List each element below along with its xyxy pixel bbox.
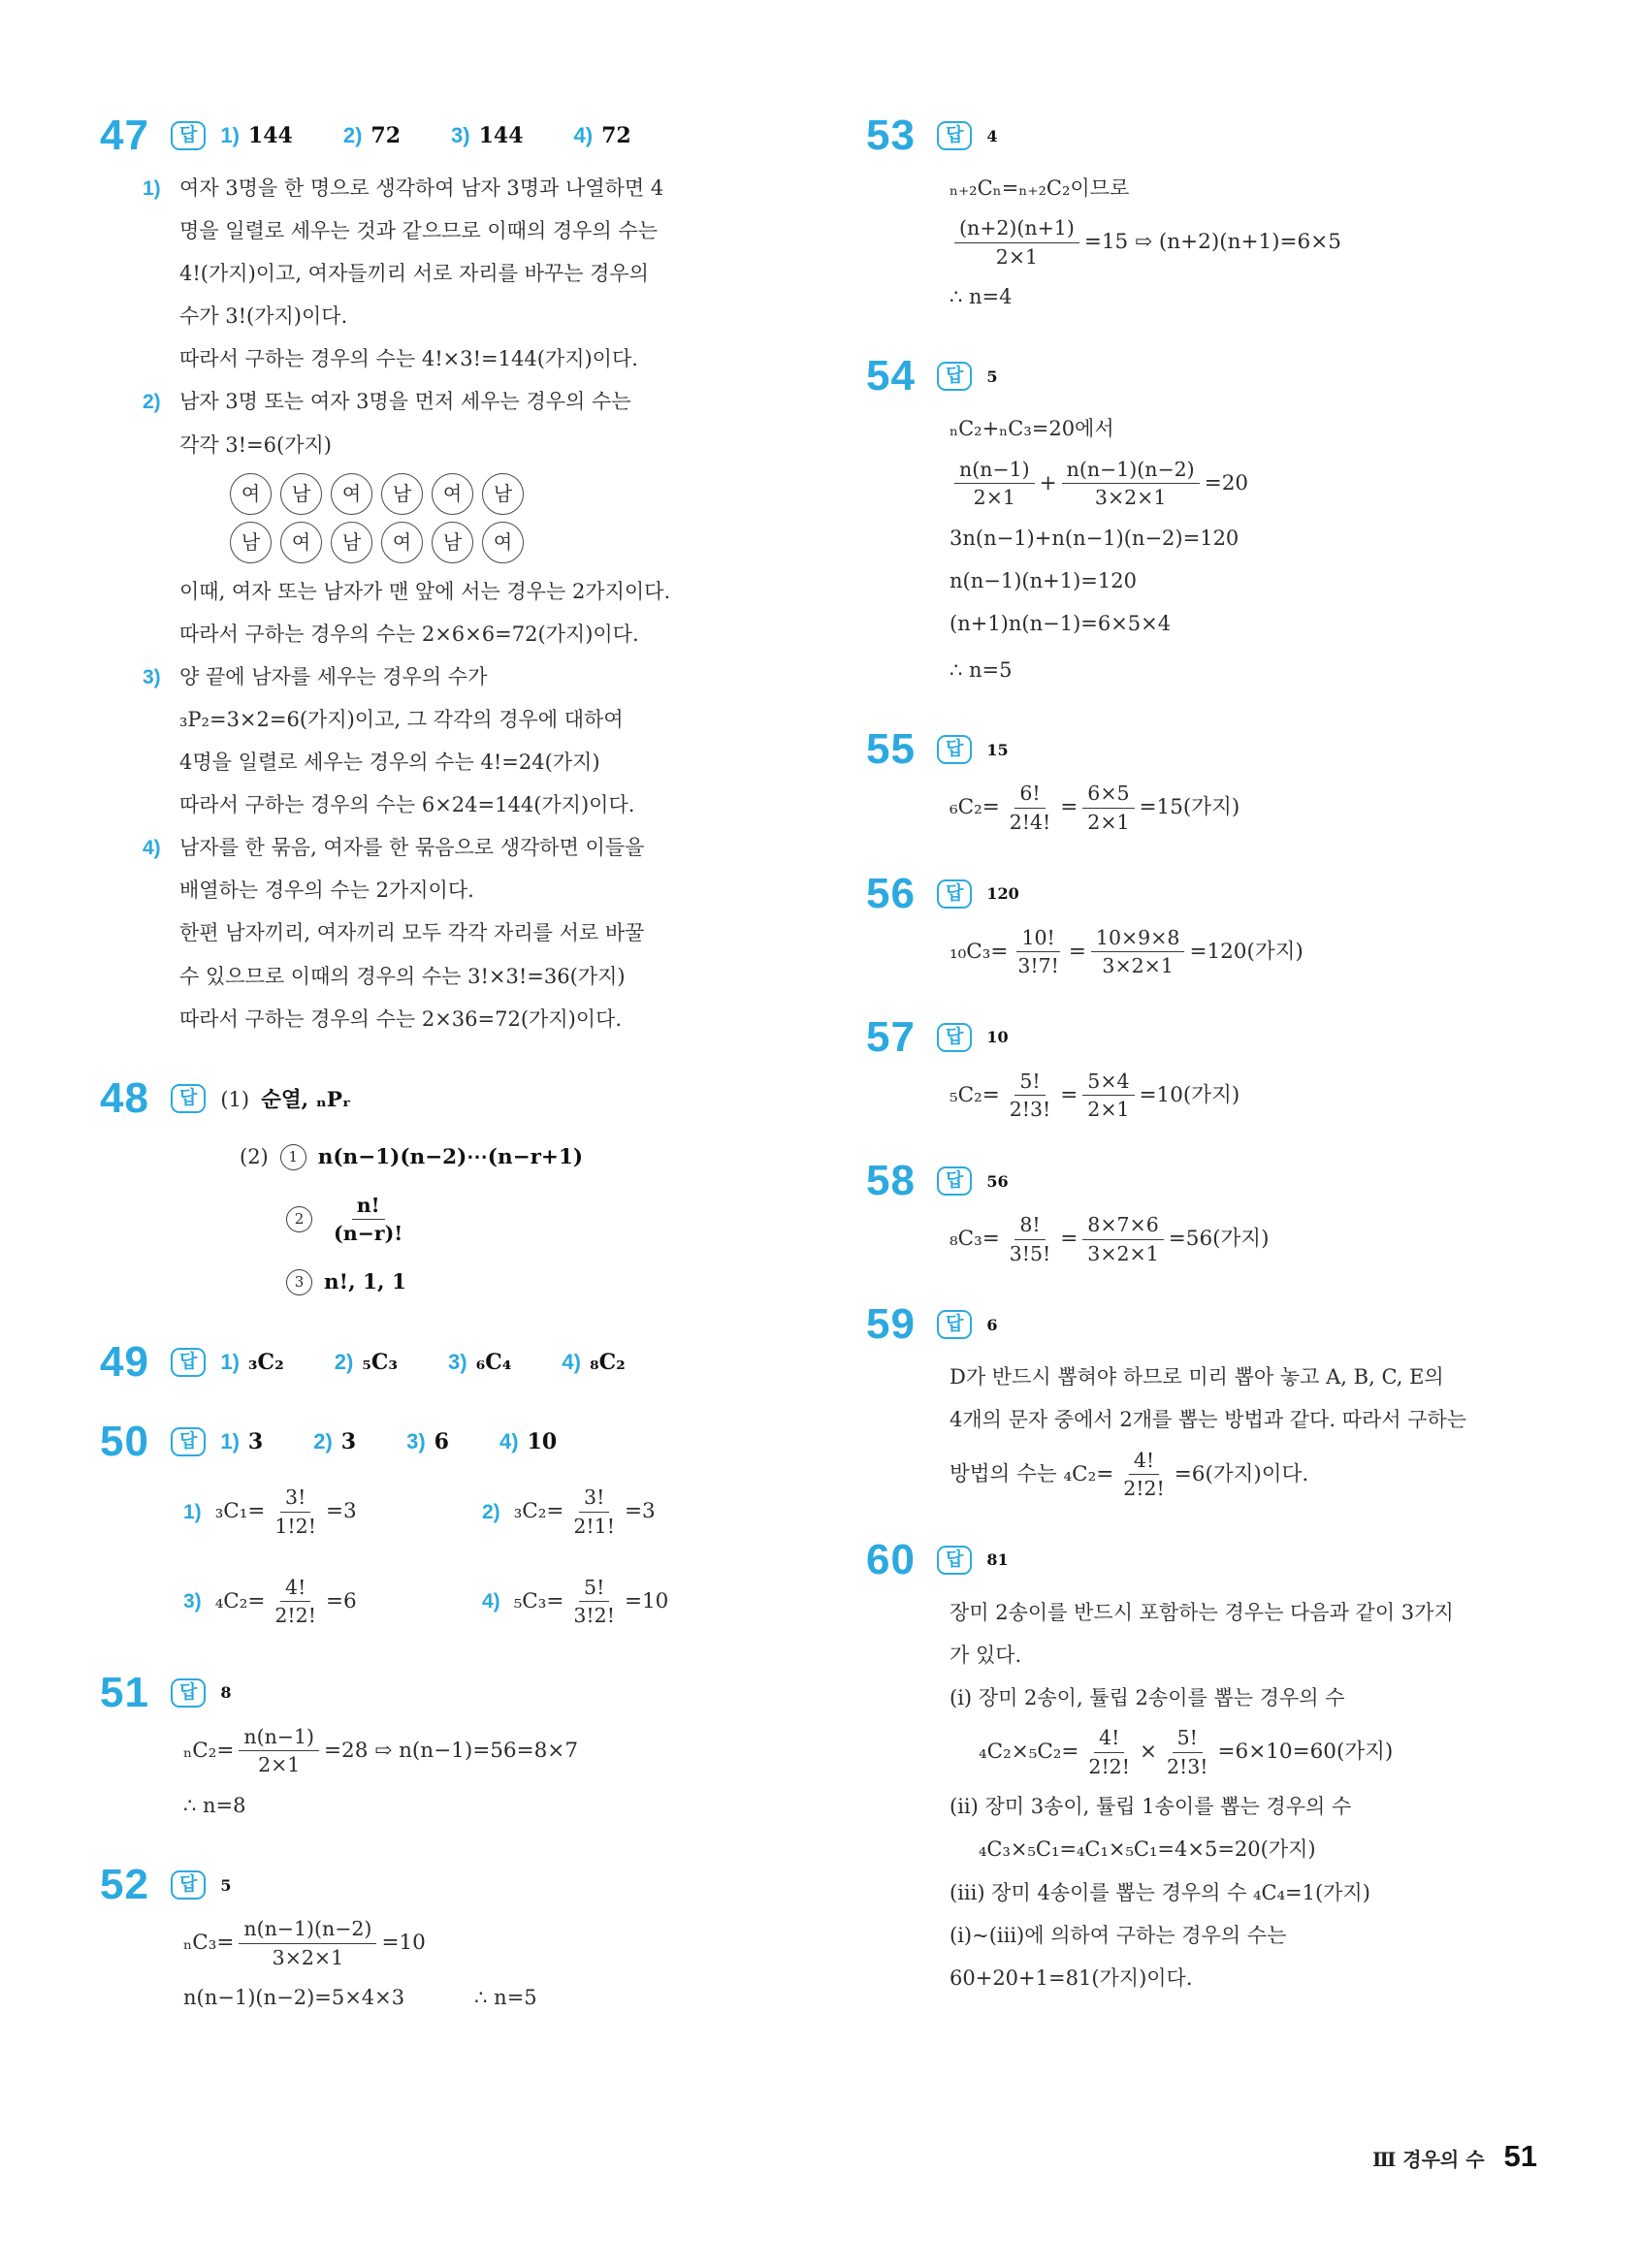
- solution-line: 60+20+1=81(가지)이다.: [950, 1965, 1193, 1990]
- answer-item: 3) ₆C₄: [448, 1350, 512, 1376]
- fraction: [1062, 457, 1200, 511]
- fraction-denominator: 2!2!: [1123, 1477, 1165, 1501]
- answer-list: [220, 123, 630, 148]
- fraction: [1005, 781, 1056, 835]
- fraction-denominator: 3!2!: [573, 1604, 615, 1628]
- problem-number: 57: [866, 1012, 916, 1061]
- answer-badge: [171, 1348, 206, 1377]
- problem-51-solution: [183, 1724, 682, 1827]
- equation: ₙC₃= $\frac{n(n-1)(n-2)}{3\times 2\times 1}$ =10: [183, 1917, 426, 1969]
- answer-value: 72: [370, 123, 402, 148]
- fraction: [1013, 925, 1064, 979]
- answer-badge: [937, 879, 972, 909]
- person-circle: 남: [280, 473, 322, 515]
- problem-52: [100, 1861, 682, 2019]
- answer-item: 1) 3: [220, 1429, 264, 1455]
- fraction-denominator: 3!5!: [1009, 1241, 1051, 1265]
- answer-value: n!, 1, 1: [324, 1270, 406, 1295]
- problem-56-solution: [950, 925, 1487, 979]
- problem-number: 56: [866, 869, 916, 917]
- problem-57: [866, 1012, 1487, 1123]
- worked-equation: 1) ₃C₁= $\frac{3!}{1!2!}$ =3: [183, 1485, 357, 1538]
- problem-53-solution: [950, 167, 1487, 318]
- problem-57-header: [866, 1012, 1487, 1061]
- fraction: [1091, 925, 1185, 979]
- answer-badge-label: 답: [946, 1549, 964, 1570]
- answer-value: 120: [986, 884, 1019, 903]
- fraction-denominator: 2!3!: [1009, 1098, 1051, 1122]
- answer-badge: [171, 121, 206, 150]
- solution-line: 각각 3!=6(가지): [179, 432, 332, 457]
- fraction-denominator: 2×1: [995, 244, 1039, 269]
- answer-badge: [171, 1084, 206, 1113]
- solution-line: ₙ₊₂Cₙ=ₙ₊₂C₂이므로: [950, 176, 1130, 200]
- fraction: [270, 1485, 321, 1539]
- equation: ₄C₂= $\frac{4!}{2!2!}$ =6: [214, 1575, 357, 1628]
- solution-line: 여자 3명을 한 명으로 생각하여 남자 3명과 나열하면 4: [179, 176, 664, 200]
- problem-47-solution: [143, 167, 682, 1040]
- answer-value: 4: [986, 126, 998, 145]
- problem-49: [100, 1338, 682, 1387]
- equation: ₄C₂×₅C₂= $\frac{4!}{2!2!}$ × $\frac{5!}{2!3!}$ =6×10=60(가지): [979, 1726, 1394, 1778]
- solution-line: 4!(가지)이고, 여자들끼리 서로 자리를 바꾸는 경우의: [179, 262, 649, 286]
- fraction-denominator: 2!2!: [1088, 1754, 1130, 1778]
- answer-value: 6: [434, 1429, 449, 1455]
- fraction-numerator: (n+2)(n+1): [954, 215, 1079, 243]
- fraction-denominator: 2×1: [1087, 810, 1130, 834]
- equation: ₆C₂= $\frac{6!}{2!4!}$ = $\frac{6\times 5}{2\times 1}$ =15(가지): [950, 782, 1240, 834]
- fraction-numerator: n!: [352, 1193, 385, 1221]
- fraction-numerator: 5!: [1173, 1725, 1203, 1753]
- answer-badge-label: 답: [179, 1352, 198, 1373]
- problem-54: [866, 352, 1487, 691]
- answer-badge-label: 답: [179, 125, 198, 145]
- solution-line: 4명을 일렬로 세우는 경우의 수는 4!=24(가지): [179, 751, 600, 775]
- answer-badge: [937, 121, 972, 150]
- fraction: [1083, 1725, 1135, 1779]
- solution-line: 4개의 문자 중에서 2개를 뽑는 방법과 같다. 따라서 구하는: [950, 1408, 1467, 1432]
- arrangement-diagram-row-1: [230, 473, 682, 515]
- answer-badge: [171, 1427, 206, 1456]
- answer-value: ₅C₃: [362, 1350, 399, 1376]
- fraction: [239, 1724, 319, 1778]
- answer-list: [220, 1350, 625, 1375]
- solution-part-4: 4) 남자를 한 묶음, 여자를 한 묶음으로 생각하면 이들을 배열하는 경우의 수는 2가지이다. 한편 남자끼리, 여자끼리 모두 각각 자리를 서로 바꿀 수 있으므로 이때의 경우의 수는 3!×3!=36(가지) 따라서 구하는 경우의 수는 2×36=72(가지)이다.: [143, 826, 682, 1039]
- equation: ₅C₂= $\frac{5!}{2!3!}$ = $\frac{5\times 4}{2\times 1}$ =10(가지): [950, 1069, 1240, 1122]
- answer-value: 10: [527, 1429, 558, 1455]
- answer-badge-label: 답: [946, 882, 964, 904]
- fraction-numerator: n(n−1): [239, 1724, 319, 1752]
- fraction-numerator: 3!: [579, 1485, 609, 1513]
- solution-line: 가 있다.: [950, 1643, 1022, 1667]
- answer-value: 6: [986, 1315, 998, 1334]
- solution-line: 따라서 구하는 경우의 수는 6×24=144(가지)이다.: [179, 793, 635, 817]
- fraction-denominator: 3×2×1: [1087, 1241, 1159, 1265]
- problem-60-header: [866, 1535, 1487, 1583]
- problem-number: 49: [100, 1338, 149, 1387]
- case-title: (i) 장미 2송이, 튤립 2송이를 뽑는 경우의 수: [950, 1686, 1345, 1709]
- fraction: [1082, 1069, 1134, 1123]
- fraction-numerator: 4!: [280, 1575, 310, 1603]
- answer-badge-label: 답: [946, 1314, 964, 1335]
- fraction-denominator: 3!7!: [1017, 954, 1059, 978]
- answer-value: ₆C₄: [475, 1350, 512, 1376]
- equation: ₁₀C₃= $\frac{10!}{3!7!}$ = $\frac{10\times 9\times 8}{3\times 2\times 1}$ =120(가지): [950, 925, 1304, 978]
- solution-line: ₃P₂=3×2=6(가지)이고, 그 각각의 경우에 대하여: [179, 707, 624, 731]
- fraction-numerator: 4!: [1094, 1725, 1124, 1753]
- person-circle: 남: [381, 473, 423, 515]
- answer-badge: [937, 1023, 972, 1052]
- equation: ₅C₃= $\frac{5!}{3!2!}$ =10: [513, 1575, 669, 1628]
- conclusion-line: ∴ n=5: [950, 658, 1013, 683]
- fraction: [329, 1193, 407, 1247]
- right-column: [866, 114, 1487, 2036]
- fraction-numerator: 6×5: [1082, 781, 1134, 809]
- fraction: [239, 1916, 376, 1970]
- equation: 방법의 수는 ₄C₂= $\frac{4!}{2!2!}$ =6(가지)이다.: [950, 1448, 1309, 1501]
- person-circle: 여: [230, 473, 272, 515]
- fraction-numerator: 8×7×6: [1082, 1212, 1163, 1240]
- problem-48: [100, 1073, 682, 1305]
- solution-line: 따라서 구하는 경우의 수는 2×36=72(가지)이다.: [179, 1006, 623, 1031]
- fraction-numerator: 6!: [1014, 781, 1045, 809]
- fraction: [954, 215, 1079, 270]
- solution-line: 남자를 한 묶음, 여자를 한 묶음으로 생각하면 이들을: [179, 836, 645, 860]
- answer-value: 8: [220, 1683, 232, 1703]
- fraction: [568, 1485, 620, 1539]
- solution-line: n(n−1)(n+1)=120: [950, 568, 1137, 592]
- answer-badge-label: 답: [179, 1087, 198, 1108]
- worked-equation: 4) ₅C₃= $\frac{5!}{3!2!}$ =10: [482, 1575, 669, 1628]
- problem-number: 54: [866, 352, 916, 400]
- solution-line: 양 끝에 남자를 세우는 경우의 수가: [179, 664, 488, 688]
- problem-47-header: [100, 114, 682, 157]
- problem-number: 55: [866, 725, 916, 774]
- person-circle: 남: [482, 473, 524, 515]
- fraction-numerator: 10×9×8: [1091, 925, 1185, 953]
- solution-part-2: 2) 남자 3명 또는 여자 3명을 먼저 세우는 경우의 수는 각각 3!=6(가지) 여 남 여 남 여 남 남 여 남 여 남 여 이때, 여자 또는 남자가 맨 앞에 서는 경우는 2가지이다. 따라서 구하는 경우의 수는 2×6×6=72(가지)이다.: [143, 380, 682, 655]
- fraction-denominator: 3×2×1: [1102, 954, 1174, 978]
- left-column: [100, 114, 682, 2057]
- problem-52-solution: [183, 1916, 682, 2019]
- person-circle: 여: [331, 473, 372, 515]
- problem-59-header: [866, 1300, 1487, 1349]
- person-circle: 남: [432, 522, 473, 563]
- answer-item: 1) ₃C₂: [220, 1350, 284, 1376]
- problem-50: [100, 1418, 682, 1635]
- problem-49-header: [100, 1338, 682, 1387]
- solution-line: (n+1)n(n−1)=6×5×4: [950, 612, 1172, 636]
- problem-56-header: [866, 869, 1487, 917]
- solution-line: 수 있으므로 이때의 경우의 수는 3!×3!=36(가지): [179, 964, 626, 988]
- problem-54-header: [866, 352, 1487, 400]
- fraction-numerator: 5!: [1014, 1069, 1045, 1097]
- answer-item: 3) 144: [451, 123, 524, 148]
- equation: ₙC₂= $\frac{n(n-1)}{2\times 1}$ =28 ⇨ n(n−1)=56=8×7: [183, 1724, 578, 1777]
- solution-line: 따라서 구하는 경우의 수는 2×6×6=72(가지)이다.: [179, 622, 639, 646]
- answer-badge-label: 답: [946, 366, 964, 387]
- answer-item: 2) 3: [313, 1429, 357, 1455]
- footer-section-title: Ⅲ 경우의 수: [1371, 2148, 1485, 2171]
- answer-value: ₈C₂: [589, 1350, 626, 1376]
- answer-value: 144: [478, 123, 524, 148]
- solution-line: 수가 3!(가지)이다.: [179, 304, 348, 329]
- problem-number: 48: [100, 1073, 149, 1122]
- answer-list: [220, 1429, 557, 1454]
- answer-item: 4) ₈C₂: [562, 1350, 626, 1376]
- answer-badge-label: 답: [946, 1170, 964, 1192]
- fraction-numerator: n(n−1)(n−2): [239, 1916, 376, 1944]
- circled-number-icon: 1: [280, 1144, 306, 1170]
- fraction-numerator: 5×4: [1082, 1069, 1134, 1097]
- problem-60: [866, 1535, 1487, 1999]
- solution-line: 이때, 여자 또는 남자가 맨 앞에 서는 경우는 2가지이다.: [179, 579, 671, 603]
- answer-badge-label: 답: [179, 1431, 198, 1453]
- solution-line: ₄C₃×₅C₁=₄C₁×₅C₁=4×5=20(가지): [979, 1837, 1316, 1862]
- problem-55: [866, 725, 1487, 835]
- fraction: [1118, 1448, 1170, 1502]
- problem-number: 58: [866, 1157, 916, 1205]
- fraction-numerator: 10!: [1016, 925, 1059, 953]
- answer-badge: [171, 1678, 206, 1708]
- fraction-denominator: 3×2×1: [272, 1945, 344, 1969]
- answer-item: 1) 144: [220, 123, 293, 148]
- problem-57-solution: [950, 1069, 1487, 1123]
- problem-60-solution: [950, 1591, 1487, 1999]
- person-circle: 여: [381, 522, 423, 563]
- fraction-denominator: 2×1: [973, 486, 1015, 510]
- solution-line: 장미 2송이를 반드시 포함하는 경우는 다음과 같이 3가지: [950, 1600, 1454, 1624]
- fraction-numerator: 5!: [579, 1575, 609, 1603]
- problem-56: [866, 869, 1487, 979]
- fraction-numerator: n(n−1): [954, 457, 1035, 485]
- fraction-denominator: 2×1: [1087, 1098, 1130, 1122]
- problem-58-header: [866, 1157, 1487, 1205]
- answer-value: 3: [340, 1429, 357, 1455]
- answer-value: 72: [601, 123, 631, 148]
- fraction-denominator: 2×1: [258, 1753, 301, 1777]
- answer-item: 2) 72: [342, 123, 402, 148]
- problem-58: [866, 1157, 1487, 1266]
- problem-55-header: [866, 725, 1487, 774]
- equation: $\frac{n(n-1)}{2\times 1}$ + $\frac{n(n-1)(n-2)}{3\times 2\times 1}$ =20: [950, 457, 1487, 511]
- problem-number: 60: [866, 1535, 916, 1583]
- problem-54-solution: [950, 407, 1487, 691]
- answer-badge: [937, 1546, 972, 1575]
- fraction-denominator: (n−r)!: [334, 1222, 403, 1246]
- answer-item: [286, 1261, 682, 1304]
- answer-item: 2) ₅C₃: [334, 1350, 399, 1376]
- answer-value: 5: [220, 1875, 232, 1895]
- conclusion-line: ∴ n=4: [950, 285, 1013, 309]
- arrangement-diagram-row-2: [230, 522, 682, 563]
- fraction-denominator: 2!1!: [573, 1514, 615, 1538]
- solution-line: 한편 남자끼리, 여자끼리 모두 각각 자리를 서로 바꿀: [179, 921, 645, 945]
- problem-number: 50: [100, 1418, 149, 1466]
- problem-59: [866, 1300, 1487, 1501]
- answer-item: [286, 1193, 682, 1247]
- answer-value: ₃C₂: [247, 1350, 284, 1376]
- problem-number: 53: [866, 112, 916, 159]
- fraction: [954, 457, 1035, 511]
- fraction: [1082, 1212, 1163, 1266]
- solution-line: 따라서 구하는 경우의 수는 4!×3!=144(가지)이다.: [179, 347, 638, 371]
- person-circle: 남: [331, 522, 372, 563]
- answer-item: 4) 10: [499, 1429, 558, 1455]
- answer-item: (1) 순열, ₙPᵣ: [220, 1083, 350, 1113]
- problem-50-solution: [183, 1479, 682, 1635]
- fraction: [568, 1575, 620, 1629]
- answer-badge-label: 답: [946, 125, 964, 145]
- problem-55-solution: [950, 781, 1487, 835]
- solution-line: 명을 일렬로 세우는 것과 같으므로 이때의 경우의 수는: [179, 219, 659, 243]
- answer-value: n(n−1)(n−2)⋯(n−r+1): [317, 1144, 584, 1169]
- answer-value: 56: [986, 1171, 1009, 1191]
- answer-item: 3) 6: [406, 1429, 449, 1455]
- answer-badge-label: 답: [946, 1026, 964, 1047]
- equation: ₃C₁= $\frac{3!}{1!2!}$ =3: [214, 1485, 357, 1538]
- problem-53-header: [866, 114, 1487, 157]
- problem-48-solution: [240, 1135, 682, 1305]
- fraction-numerator: 3!: [280, 1485, 310, 1513]
- person-circle: 여: [432, 473, 473, 515]
- answer-badge: [937, 735, 972, 764]
- fraction-denominator: 2!2!: [274, 1604, 316, 1628]
- solution-line: ₙC₂+ₙC₃=20에서: [950, 417, 1114, 441]
- problem-51: [100, 1668, 682, 1827]
- worked-equation: 3) ₄C₂= $\frac{4!}{2!2!}$ =6: [183, 1575, 357, 1628]
- fraction-numerator: 4!: [1129, 1448, 1159, 1476]
- answer-badge: [171, 1870, 206, 1900]
- problem-48-header: [100, 1073, 682, 1122]
- problem-53: [866, 114, 1487, 318]
- solution-line: n(n−1)(n−2)=5×4×3 ∴ n=5: [183, 1976, 682, 2019]
- solution-part-3: 3) 양 끝에 남자를 세우는 경우의 수가 ₃P₂=3×2=6(가지)이고, 그 각각의 경우에 대하여 4명을 일렬로 세우는 경우의 수는 4!=24(가지) 따라서 구하는 경우의 수는 6×24=144(가지)이다.: [143, 655, 682, 826]
- fraction-denominator: 2!3!: [1166, 1754, 1208, 1778]
- fraction-numerator: 8!: [1014, 1212, 1045, 1240]
- worked-equation: 2) ₃C₂= $\frac{3!}{2!1!}$ =3: [482, 1485, 656, 1538]
- problem-47: [100, 114, 682, 1040]
- problem-51-header: [100, 1668, 682, 1716]
- answer-item: (2) 1 n(n−1)(n−2)⋯(n−r+1): [240, 1135, 682, 1179]
- fraction-denominator: 3×2×1: [1094, 486, 1167, 510]
- problem-59-solution: [950, 1356, 1487, 1501]
- solution-line: 3n(n−1)+n(n−1)(n−2)=120: [950, 526, 1240, 550]
- answer-value: 5: [986, 367, 998, 386]
- person-circle: 남: [230, 522, 272, 563]
- answer-item: 4) 72: [573, 123, 631, 148]
- fraction: [1005, 1069, 1056, 1123]
- problem-52-header: [100, 1861, 682, 1909]
- case-title: (iii) 장미 4송이를 뽑는 경우의 수 ₄C₄=1(가지): [950, 1880, 1370, 1904]
- answer-value: 15: [986, 740, 1009, 759]
- answer-badge-label: 답: [179, 1874, 198, 1896]
- answer-value: 10: [986, 1028, 1009, 1047]
- answer-badge: [937, 1166, 972, 1196]
- case-title: (ii) 장미 3송이, 튤립 1송이를 뽑는 경우의 수: [950, 1795, 1352, 1819]
- circled-number-icon: 2: [286, 1206, 312, 1232]
- conclusion-line: ∴ n=5: [474, 1986, 537, 2010]
- solution-line: 남자 3명 또는 여자 3명을 먼저 세우는 경우의 수는: [179, 390, 631, 414]
- equation: $\frac{(n+2)(n+1)}{2\times 1}$ =15 ⇨ (n+2)(n+1)=6×5: [950, 215, 1487, 270]
- problem-number: 51: [100, 1668, 149, 1716]
- solution-part-1: 1) 여자 3명을 한 명으로 생각하여 남자 3명과 나열하면 4 명을 일렬로 세우는 것과 같으므로 이때의 경우의 수는 4!(가지)이고, 여자들끼리 서로 자리를 바꾸는 경우의 수가 3!(가지)이다. 따라서 구하는 경우의 수는 4!×3!=144(가지)이다.: [143, 167, 682, 380]
- answer-value: 3: [247, 1429, 264, 1455]
- fraction-numerator: n(n−1)(n−2): [1062, 457, 1200, 485]
- fraction: [270, 1575, 321, 1629]
- problem-number: 52: [100, 1861, 149, 1909]
- problem-50-header: [100, 1418, 682, 1466]
- person-circle: 여: [280, 522, 322, 563]
- answer-value: 순열, ₙPᵣ: [261, 1088, 351, 1113]
- problem-number: 59: [866, 1300, 916, 1349]
- footer-page-number: 51: [1503, 2139, 1537, 2173]
- answer-value: 144: [247, 123, 293, 148]
- solution-line: (i)~(iii)에 의하여 구하는 경우의 수는: [950, 1923, 1287, 1947]
- solution-line: 배열하는 경우의 수는 2가지이다.: [179, 878, 474, 903]
- fraction: [1005, 1212, 1056, 1266]
- circled-number-icon: 3: [286, 1269, 312, 1295]
- page-footer: [1372, 2139, 1537, 2174]
- answer-badge-label: 답: [946, 739, 964, 760]
- problem-number: 47: [100, 112, 149, 159]
- fraction-denominator: 2!4!: [1009, 810, 1051, 834]
- answer-value: 81: [986, 1550, 1009, 1570]
- fraction-denominator: 1!2!: [274, 1514, 316, 1538]
- answer-badge: [937, 362, 972, 391]
- fraction: [1082, 781, 1134, 835]
- answer-badge: [937, 1310, 972, 1339]
- answer-badge-label: 답: [179, 1681, 198, 1703]
- problem-58-solution: [950, 1212, 1487, 1266]
- fraction: [1162, 1725, 1213, 1779]
- equation: ₃C₂= $\frac{3!}{2!1!}$ =3: [513, 1485, 656, 1538]
- person-circle: 여: [482, 522, 524, 563]
- equation: ₈C₃= $\frac{8!}{3!5!}$ = $\frac{8\times 7\times 6}{3\times 2\times 1}$ =56(가지): [950, 1213, 1270, 1265]
- solution-line: D가 반드시 뽑혀야 하므로 미리 뽑아 놓고 A, B, C, E의: [950, 1365, 1444, 1390]
- conclusion-line: ∴ n=8: [183, 1794, 246, 1818]
